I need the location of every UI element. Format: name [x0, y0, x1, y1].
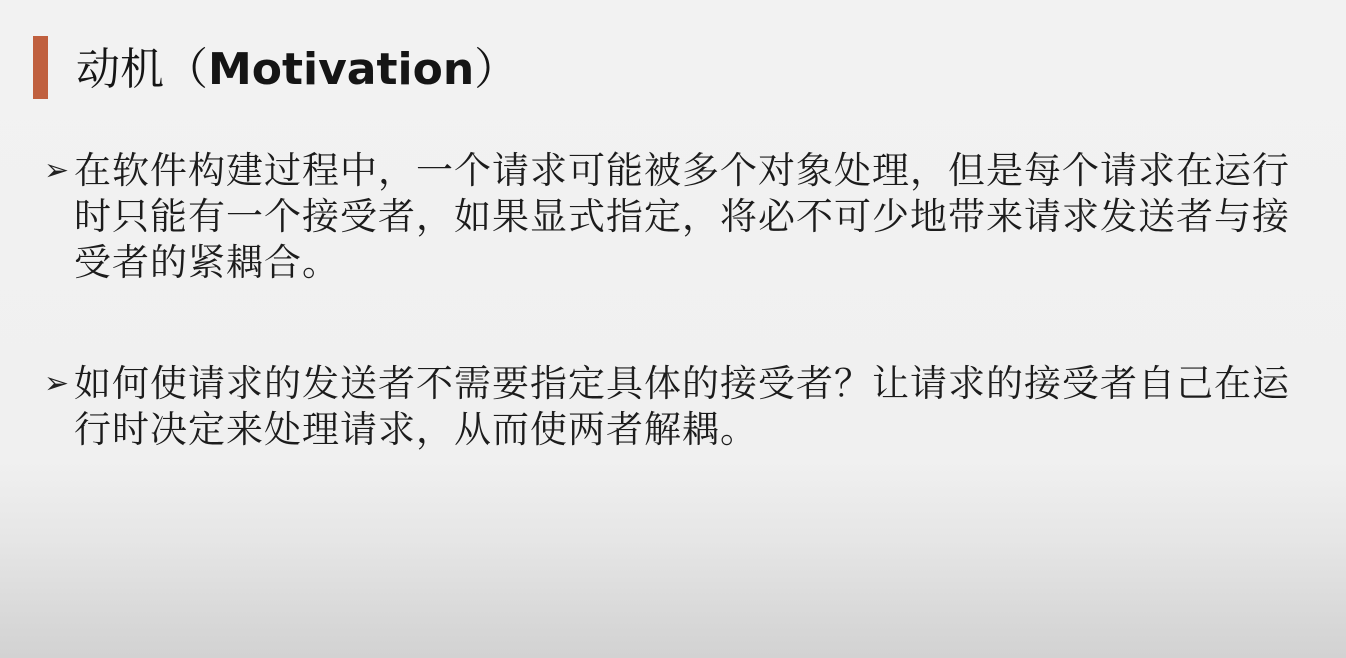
bullet-item: [44, 361, 1314, 453]
bullet-text: 在软件构建过程中，一个请求可能被多个对象处理，但是每个请求在运行时只能有一个接受者，如果显式指定，将必不可少地带来请求发送者与接受者的紧耦合。: [74, 149, 1290, 284]
slide-title: [76, 40, 518, 100]
title-accent-bar: [33, 36, 48, 99]
arrow-bullet-icon: ➢: [44, 153, 71, 188]
arrow-bullet-icon: ➢: [44, 366, 71, 401]
title-latin: Motivation: [208, 44, 475, 95]
bullet-item: [44, 148, 1314, 286]
title-close-paren: ）: [474, 44, 519, 95]
bullet-text: 如何使请求的发送者不需要指定具体的接受者？让请求的接受者自己在运行时决定来处理请求，从而使两者解耦。: [74, 362, 1290, 451]
bullet-list: [44, 148, 1314, 453]
title-cjk: 动机（: [76, 44, 208, 95]
